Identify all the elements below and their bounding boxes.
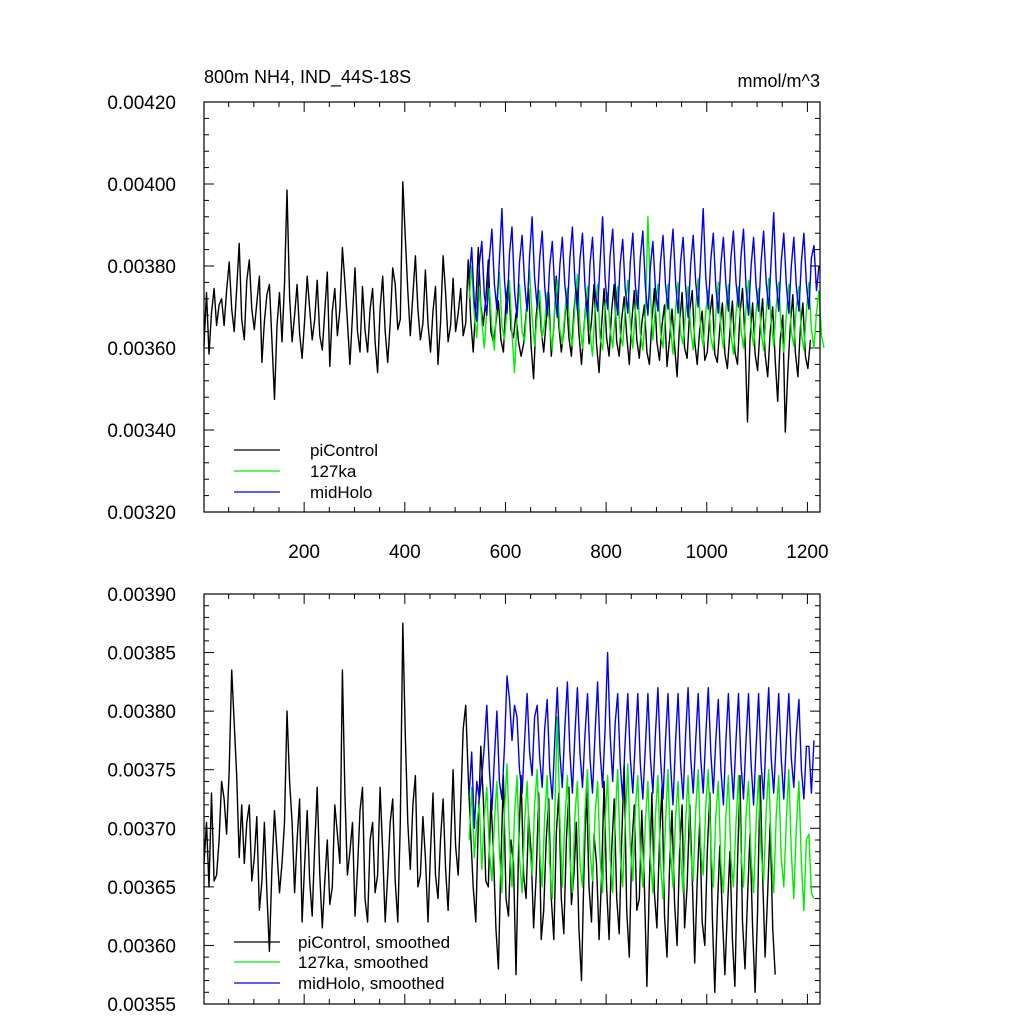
y-tick-label: 0.00420 [107,93,176,114]
y-tick-label: 0.00355 [107,995,176,1016]
top-chart-units: mmol/m^3 [737,71,820,91]
legend-label-midholo-smoothed: midHolo, smoothed [298,974,445,993]
y-tick-label: 0.00365 [107,877,176,899]
legend-label-127ka-smoothed: 127ka, smoothed [298,953,429,972]
x-tick-label: 600 [489,542,522,563]
y-tick-label: 0.00340 [107,421,176,442]
x-tick-label: 400 [388,542,421,563]
x-tick-label: 1200 [786,542,829,563]
y-tick-label: 0.00390 [107,585,176,606]
y-tick-label: 0.00360 [107,339,176,360]
legend-label-picontrol: piControl [310,441,379,460]
legend-label-127ka: 127ka [310,462,357,481]
x-tick-label: 1000 [685,542,728,563]
y-tick-label: 0.00385 [107,643,176,665]
y-tick-label: 0.00370 [107,819,176,841]
legend-label-midholo: midHolo [310,483,373,502]
y-tick-label: 0.00360 [107,936,176,958]
y-tick-label: 0.00380 [107,702,176,724]
y-tick-label: 0.00380 [107,257,176,278]
y-tick-label: 0.00400 [107,175,176,196]
x-tick-label: 200 [288,542,321,563]
y-tick-label: 0.00375 [107,760,176,782]
y-tick-label: 0.00320 [107,503,176,524]
legend-label-picontrol-smoothed: piControl, smoothed [298,933,451,952]
x-tick-label: 800 [590,542,622,563]
top-chart-title: 800m NH4, IND_44S-18S [204,67,412,87]
